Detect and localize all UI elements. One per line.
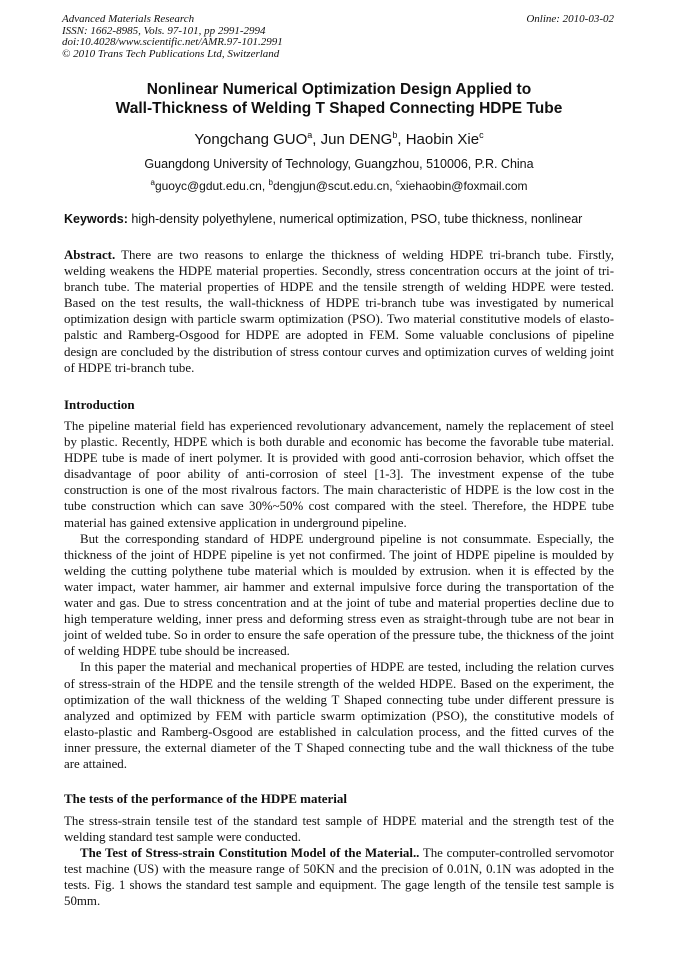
abstract-text: There are two reasons to enlarge the thickness of welding HDPE tri-branch tube. Firstly, welding weakens the HDPE material properties. Secondly, stress concentration occurs at the joint of tri-branch tube. The material properties of HDPE and the tensile strength of welding HDPE were tested. Based on the test results, the wall-thickness of HDPE tri-branch tube was investigated by numerical optimization design with particle swarm optimization (PSO). Two material constitutive models of elasto-palstic and Ramberg-Osgood for HDPE are adopted in FEM. Some valuable conclusions of pipeline design are concluded by the distribution of stress contour curves and optimization curves of welding joint of HDPE tri-branch tube. — [64, 248, 614, 375]
introduction-body — [64, 418, 614, 772]
author-sup: a — [307, 130, 313, 140]
tests-body — [64, 813, 614, 910]
author-separator: , — [397, 131, 406, 148]
abstract — [64, 247, 614, 376]
issn-line: ISSN: 1662-8985, Vols. 97-101, pp 2991-2994 — [62, 24, 266, 37]
introduction-heading: Introduction — [64, 397, 135, 412]
email-separator: , — [389, 179, 396, 193]
affiliation: Guangdong University of Technology, Guangzhou, 510006, P.R. China — [144, 157, 534, 171]
tests-heading: The tests of the performance of the HDPE material — [64, 791, 348, 806]
paper-title — [0, 80, 678, 118]
copyright-line: © 2010 Trans Tech Publications Ltd, Switzerland — [62, 47, 280, 60]
email-sup: b — [268, 178, 273, 187]
author-separator: , — [312, 131, 321, 148]
keywords-text: high-density polyethylene, numerical optimization, PSO, tube thickness, nonlinear — [131, 212, 583, 226]
journal-header — [62, 14, 614, 60]
email-list — [0, 178, 678, 193]
keywords — [64, 212, 614, 226]
email-address[interactable]: dengjun@scut.edu.cn — [272, 179, 390, 193]
email-sup: a — [150, 178, 155, 187]
email-separator: , — [261, 179, 269, 193]
paragraph: The stress-strain tensile test of the standard test sample of HDPE material and the strength test of the welding standard test sample were conducted. — [64, 814, 614, 845]
author-name: Yongchang GUO — [194, 131, 308, 148]
online-date: Online: 2010-03-02 — [526, 13, 614, 25]
paragraph: But the corresponding standard of HDPE underground pipeline is not consummate. Especially, the thickness of the joint of HDPE pipeline is yet not confirmed. The joint of HDPE pipeline is moulded by welding the cutting polythene tube material which is moulded by extrusion. when it is effected by the water impact, water hammer, air hammer and external impulsive force during the transportation of the water and gas. Due to stress concentration and at the joint of tube and material properties decline due to high temperature welding, inner press and deforming stress even as straight-through tube are not bear in joint of welded tube. So in order to ensure the safe operation of the pressure tube, the thickness of the joint of welding HDPE tube should be increased. — [64, 531, 614, 659]
author-sup: b — [392, 130, 398, 140]
keywords-label: Keywords: — [64, 212, 128, 226]
paragraph: In this paper the material and mechanical properties of HDPE are tested, including the relation curves of stress-strain of the HDPE and the tensile strength of the welded HDPE. Based on the experiment, the optimization of the wall thickness of the welding T Shaped connecting tube under different pressure is analyzed and optimized by FEM with particle swarm optimization (PSO), the constitutive models of elasto-plastic and Ramberg-Osgood are established in calculation process, and the fitted curves of the inner pressure, the external diameter of the T Shaped connecting tube and the wall thickness of the tube are attained. — [64, 660, 614, 771]
journal-name: Advanced Materials Research — [62, 13, 195, 25]
doi-line: doi:10.4028/www.scientific.net/AMR.97-101.2991 — [62, 36, 283, 48]
paragraph: The pipeline material field has experienced revolutionary advancement, namely the replacement of steel by plastic. Recently, HDPE which is both durable and economic has become the favorable tube material. HDPE tube is made of inert polymer. It is provided with good anti-corrosion behavior, which offset the disadvantage of poor ability of anti-corrosion of steel [1-3]. The investment expense of the tube construction is one of the most rivalrous factors. The main characteristic of HDPE is the low cost in the tube construction which can save 30%~50% cost compared with the steel. Therefore, the HDPE tube material has gained extensive application in underground pipeline. — [64, 419, 614, 530]
author-name: Haobin Xie — [405, 131, 480, 148]
email-address[interactable]: xiehaobin@foxmail.com — [399, 179, 528, 193]
author-name: Jun DENG — [320, 131, 393, 148]
paragraph: The computer-controlled servomotor test machine (US) with the measure range of 50KN and the precision of 0.01N, 0.1N was adopted in the tests. Fig. 1 shows the standard test sample and equipment. The gage length of the tensile test sample is 50mm. — [64, 846, 614, 909]
email-sup: c — [395, 178, 400, 187]
abstract-label: Abstract. — [64, 248, 116, 262]
subsection-label: The Test of Stress-strain Constitution Model of the Material.. — [80, 846, 420, 861]
title-line-2: Wall-Thickness of Welding T Shaped Connecting HDPE Tube — [115, 100, 563, 117]
author-sup: c — [479, 130, 484, 140]
title-line-1: Nonlinear Numerical Optimization Design Applied to — [146, 81, 532, 98]
author-list — [0, 130, 678, 148]
email-address[interactable]: guoyc@gdut.edu.cn — [154, 179, 262, 193]
